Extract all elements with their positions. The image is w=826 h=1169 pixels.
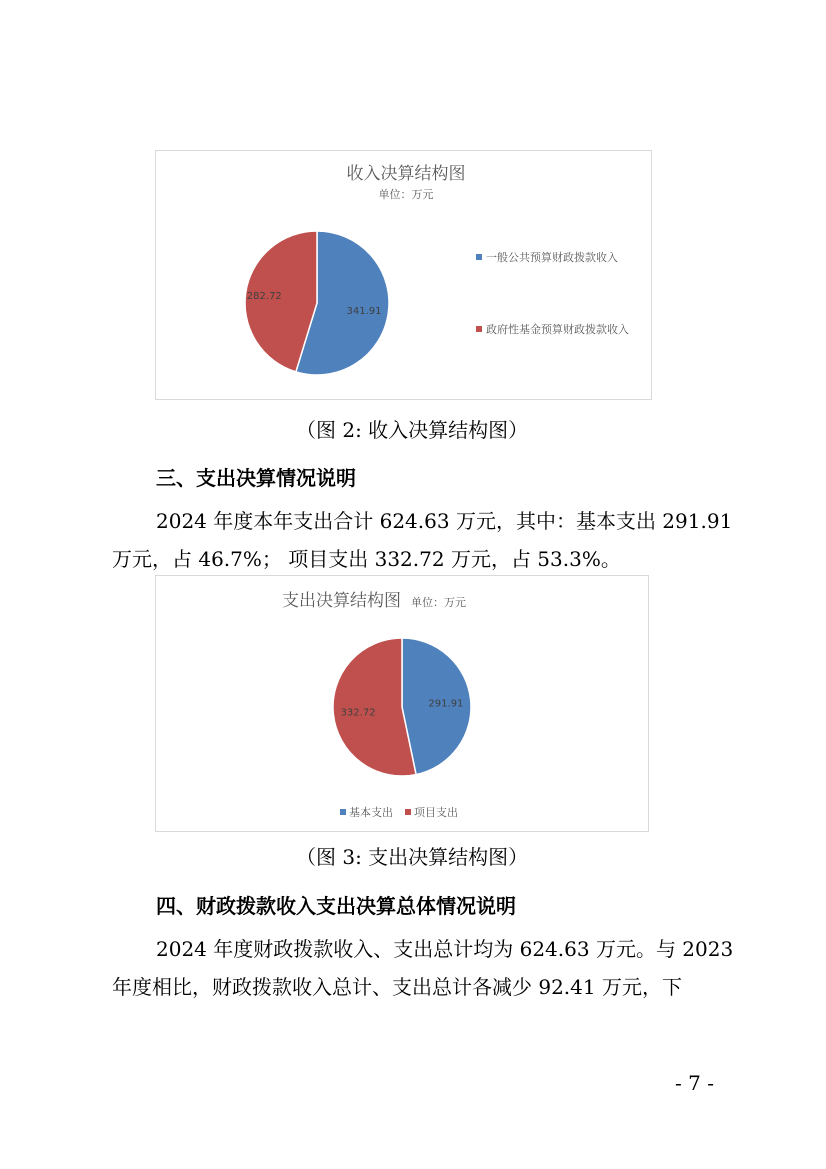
section-3-heading: 三、支出决算情况说明	[156, 466, 356, 490]
legend-label-basic: 基本支出	[349, 806, 393, 819]
income-chart	[155, 150, 652, 400]
data-label: 341.91	[346, 306, 382, 318]
chart-subtitle: 单位：万元	[411, 596, 466, 609]
page-number: - 7 -	[675, 1071, 714, 1095]
data-label: 291.91	[428, 698, 464, 710]
income-chart-svg	[156, 151, 653, 401]
figure-3-caption: （图 3: 支出决算结构图）	[296, 845, 529, 869]
pie-slices	[245, 231, 389, 375]
legend-swatch-fund-budget	[476, 326, 482, 332]
section-4-paragraph-line-2: 年度相比，财政拨款收入总计、支出总计各减少 92.41 万元，下	[112, 975, 682, 999]
section-3-paragraph-line-1: 2024 年度本年支出合计 624.63 万元，其中：基本支出 291.91	[156, 509, 733, 533]
expense-chart	[155, 575, 649, 832]
chart-subtitle: 单位：万元	[378, 188, 434, 201]
legend-swatch-project	[405, 809, 411, 815]
legend-swatch-basic	[340, 809, 346, 815]
legend-label-fund-budget: 政府性基金预算财政拨款收入	[486, 323, 629, 336]
expense-chart-svg	[156, 576, 650, 833]
legend	[340, 805, 458, 819]
legend-label-project: 项目支出	[414, 806, 458, 819]
data-label: 282.72	[246, 291, 282, 303]
section-4-heading: 四、财政拨款收入支出决算总体情况说明	[156, 894, 516, 918]
legend	[476, 250, 629, 336]
chart-title: 收入决算结构图	[346, 164, 466, 184]
section-3-paragraph-line-2: 万元，占 46.7%； 项目支出 332.72 万元，占 53.3%。	[112, 547, 621, 571]
legend-label-general-budget: 一般公共预算财政拨款收入	[486, 251, 618, 264]
section-4-paragraph-line-1: 2024 年度财政拨款收入、支出总计均为 624.63 万元。与 2023	[156, 937, 734, 961]
legend-swatch-general-budget	[476, 254, 482, 260]
chart-title: 支出决算结构图	[282, 591, 401, 611]
figure-2-caption: （图 2: 收入决算结构图）	[296, 418, 529, 442]
data-label: 332.72	[340, 707, 376, 719]
